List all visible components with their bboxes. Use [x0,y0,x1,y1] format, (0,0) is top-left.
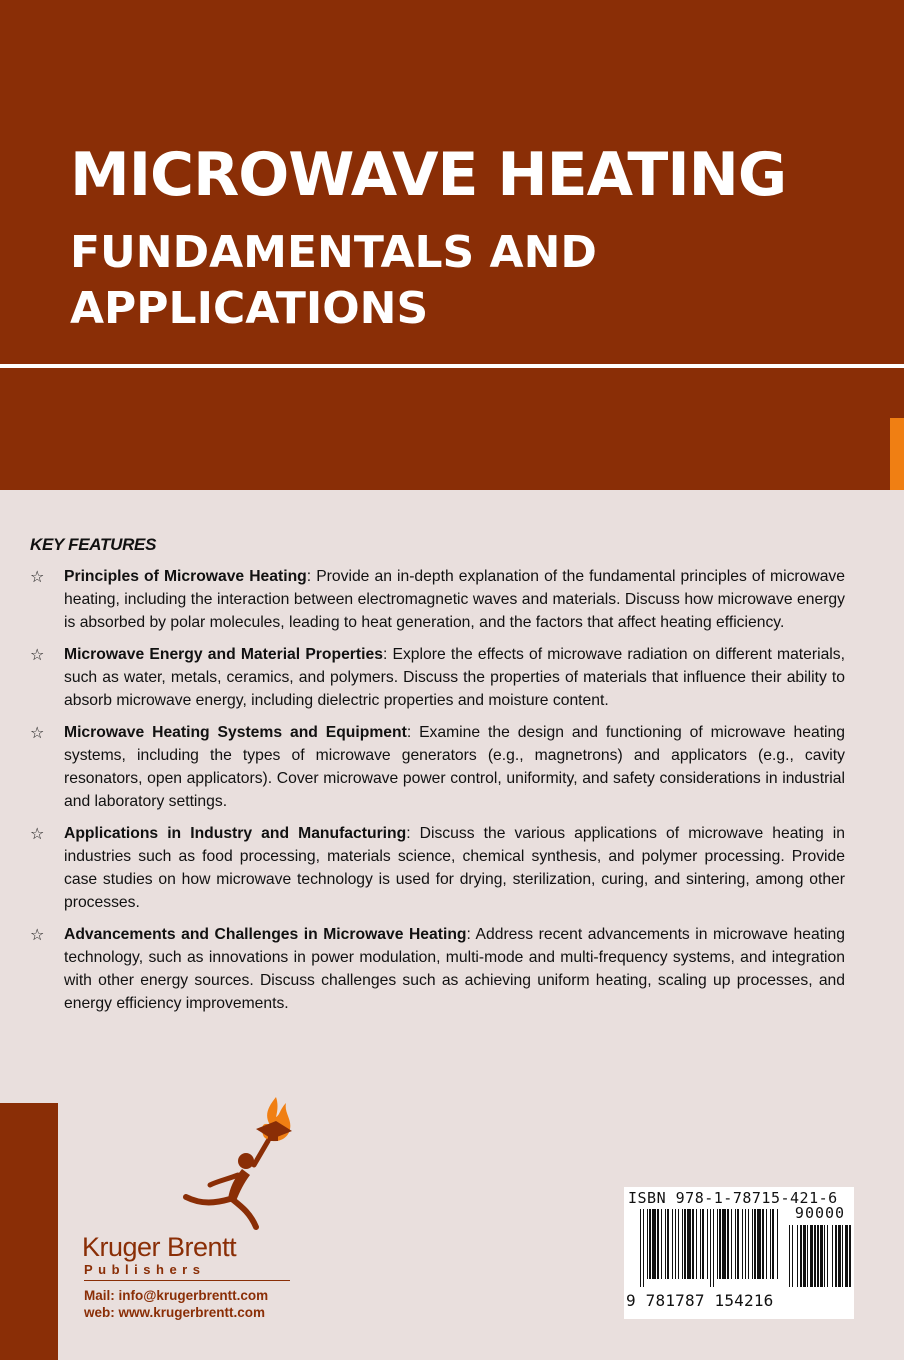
feature-title: Principles of Microwave Heating [64,568,307,585]
book-subtitle [70,225,597,337]
feature-item [30,822,845,914]
feature-item [30,643,845,712]
barcode-bar [835,1225,837,1287]
publisher-name: Kruger Brentt [82,1232,237,1262]
barcode-bar [814,1225,816,1287]
barcode-bar [789,1225,790,1287]
barcode-bar [640,1209,641,1287]
barcode-bar [770,1209,771,1279]
publisher-subtitle: Publishers [84,1262,206,1277]
subtitle-line-1: FUNDAMENTALS AND [70,227,597,278]
book-title: MICROWAVE HEATING [70,140,787,210]
barcode-bar [657,1209,659,1279]
barcode-bar [810,1225,813,1287]
publisher-mail: Mail: info@krugerbrentt.com [84,1288,269,1303]
feature-text: : Examine the design and functioning of microwave heating systems, including the types of microwave generators (e.g., magnetrons) and applicators (e.g., cavity resonators, open applicators). Cover microwave power control, uniformity, and safety considerations in industrial and laboratory settings. [64,724,845,810]
barcode-bar [713,1209,714,1287]
barcode-bar [675,1209,676,1279]
star-outline-icon: ☆ [30,645,45,664]
running-torch-bearer-icon [172,1095,302,1235]
barcode-bar [702,1209,704,1279]
feature-item [30,721,845,813]
barcode-bar [817,1225,819,1287]
barcode-bar [754,1209,756,1279]
barcode [624,1187,854,1319]
ean-number: 9 781787 154216 [626,1291,774,1310]
subtitle-line-2: APPLICATIONS [70,283,429,334]
publisher-divider [84,1280,290,1281]
feature-title: Microwave Energy and Material Properties [64,646,383,663]
star-outline-icon: ☆ [30,824,45,843]
barcode-bar [647,1209,648,1279]
star-outline-icon: ☆ [30,925,45,944]
publisher-web: web: www.krugerbrentt.com [84,1305,266,1320]
barcode-bar [800,1225,802,1287]
barcode-bar [687,1209,691,1279]
barcode-bar [727,1209,729,1279]
barcode-bar [745,1209,746,1279]
barcode-bar [748,1209,749,1279]
barcode-bar [667,1209,669,1279]
barcode-bar [672,1209,673,1279]
barcode-bar [807,1225,808,1287]
key-features-heading: KEY FEATURES [30,535,157,554]
barcode-main-bars [640,1209,780,1287]
barcode-bar [792,1225,793,1287]
accent-tab [890,418,904,490]
barcode-bar [803,1225,806,1287]
barcode-bar [737,1209,739,1279]
barcode-bar [824,1225,825,1287]
feature-item [30,565,845,634]
feature-text: : Explore the effects of microwave radiation on different materials, such as water, metals, ceramics, and polymers. Discuss the properties of materials that influence their ability to absorb microwave energy, including dielectric properties and moisture content. [64,646,845,709]
barcode-bar [684,1209,686,1279]
feature-text: : Address recent advancements in microwave heating technology, such as innovations in power modulation, multi-mode and multi-frequency systems, and integration with other energy sources. Discuss challenges such as achieving uniform heating, scaling up processes, and energy efficiency improvements. [64,926,846,1012]
barcode-bar [717,1209,718,1279]
barcode-bar [700,1209,701,1279]
barcode-bar [838,1225,841,1287]
barcode-addon-bars [789,1225,851,1295]
barcode-bar [842,1225,843,1287]
barcode-bar [820,1225,823,1287]
barcode-bar [827,1225,828,1287]
bottom-side-bar [0,1103,58,1360]
title-divider [0,364,904,368]
feature-title: Applications in Industry and Manufacturing [64,825,407,842]
barcode-bar [678,1209,679,1279]
barcode-bar [731,1209,732,1279]
feature-item [30,923,845,1015]
barcode-bar [696,1209,697,1279]
barcode-bar [652,1209,656,1279]
barcode-bar [722,1209,726,1279]
barcode-bar [735,1209,736,1279]
barcode-bar [665,1209,666,1279]
barcode-bar [742,1209,743,1279]
barcode-bar [682,1209,683,1279]
barcode-bar [710,1209,711,1287]
feature-title: Advancements and Challenges in Microwave Heating [64,926,467,943]
barcode-bar [719,1209,721,1279]
barcode-bar [845,1225,848,1287]
isbn-label: ISBN 978-1-78715-421-6 [628,1189,838,1207]
barcode-bar [757,1209,761,1279]
barcode-bar [752,1209,753,1279]
star-outline-icon: ☆ [30,723,45,742]
barcode-bar [777,1209,778,1279]
barcode-bar [643,1209,644,1287]
barcode-bar [849,1225,851,1287]
barcode-bar [661,1209,662,1279]
key-features-list [30,565,845,1024]
feature-text: : Discuss the various applications of microwave heating in industries such as food processing, materials science, chemical synthesis, and polymer processing. Provide case studies on how microwave technology is used for drying, sterilization, curing, and sintering, among other processes. [64,825,845,911]
barcode-bar [649,1209,651,1279]
barcode-addon-number: 90000 [794,1204,846,1222]
barcode-bar [766,1209,767,1279]
barcode-bar [707,1209,708,1279]
feature-text: : Provide an in-depth explanation of the fundamental principles of microwave heating, including the interaction between electromagnetic waves and materials. Discuss how microwave energy is absorbed by polar molecules, leading to heat generation, and the factors that affect heating efficiency. [64,568,845,631]
barcode-bar [797,1225,798,1287]
star-outline-icon: ☆ [30,567,45,586]
barcode-bar [772,1209,774,1279]
barcode-bar [692,1209,694,1279]
feature-title: Microwave Heating Systems and Equipment [64,724,407,741]
barcode-bar [832,1225,833,1287]
barcode-bar [762,1209,764,1279]
